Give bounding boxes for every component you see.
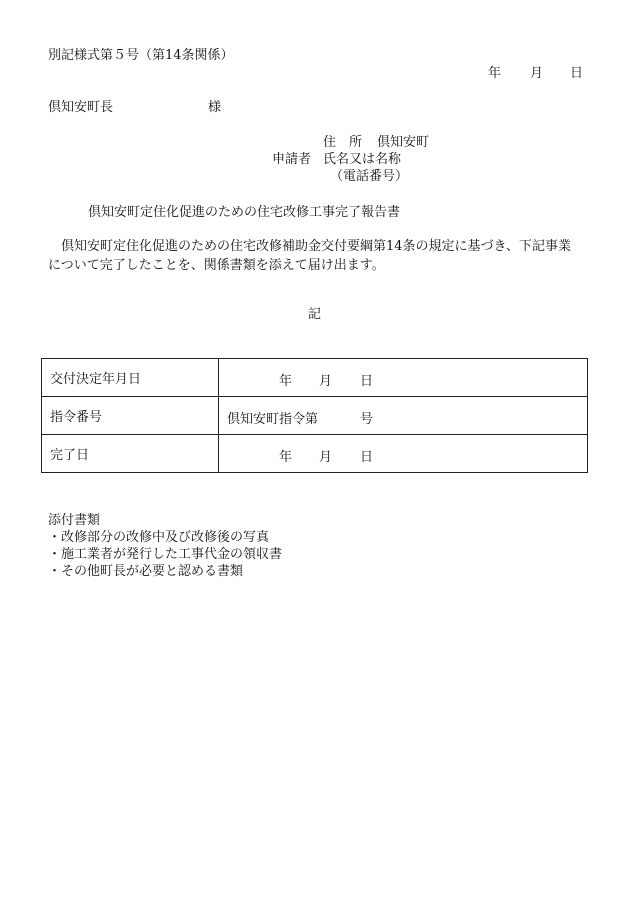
grant-month-label: 月: [319, 373, 333, 389]
grant-decision-date-field: [219, 359, 588, 397]
list-item: ・施工業者が発行した工事代金の領収書: [48, 547, 283, 562]
attachments-heading: 添付書類: [48, 513, 101, 528]
completion-date-field: [219, 435, 588, 473]
body-line-1: 倶知安町定住化促進のための住宅改修補助金交付要綱第14条の規定に基づき、下記事業: [61, 239, 572, 254]
applicant-phone-label: （電話番号）: [330, 169, 409, 184]
date-year-label: 年: [488, 66, 502, 81]
order-number-suffix: 号: [360, 411, 374, 427]
table-row: [42, 397, 588, 435]
list-item: ・改修部分の改修中及び改修後の写真: [48, 530, 270, 545]
addressee-name: 倶知安町長: [48, 100, 114, 115]
details-table: [41, 358, 588, 473]
table-row: [42, 435, 588, 473]
table-row: [42, 359, 588, 397]
document-title: 倶知安町定住化促進のための住宅改修工事完了報告書: [88, 205, 401, 220]
body-paragraph: [48, 237, 588, 275]
applicant-name-label: 氏名又は名称: [323, 152, 402, 167]
date-month-label: 月: [530, 66, 544, 81]
ki-heading: 記: [308, 307, 322, 322]
body-line-2: について完了したことを、関係書類を添えて届け出ます。: [48, 258, 385, 273]
completion-month-label: 月: [319, 449, 333, 465]
completion-date-label: 完了日: [42, 435, 219, 473]
date-day-label: 日: [570, 66, 584, 81]
completion-year-label: 年: [279, 449, 293, 465]
applicant-address-value: 倶知安町: [377, 135, 430, 150]
addressee-honorific: 様: [208, 100, 222, 115]
grant-day-label: 日: [360, 373, 374, 389]
order-number-field: [219, 397, 588, 435]
list-item: ・その他町長が必要と認める書類: [48, 564, 244, 579]
order-number-label: 指令番号: [42, 397, 219, 435]
completion-day-label: 日: [360, 449, 374, 465]
applicant-role-label: 申請者: [272, 152, 312, 167]
grant-decision-date-label: 交付決定年月日: [42, 359, 219, 397]
attachments-section: [48, 512, 282, 580]
applicant-address-label: 住 所: [323, 135, 363, 150]
order-number-prefix: 倶知安町指令第: [227, 411, 319, 427]
form-number: 別記様式第５号（第14条関係）: [48, 48, 234, 63]
grant-year-label: 年: [279, 373, 293, 389]
